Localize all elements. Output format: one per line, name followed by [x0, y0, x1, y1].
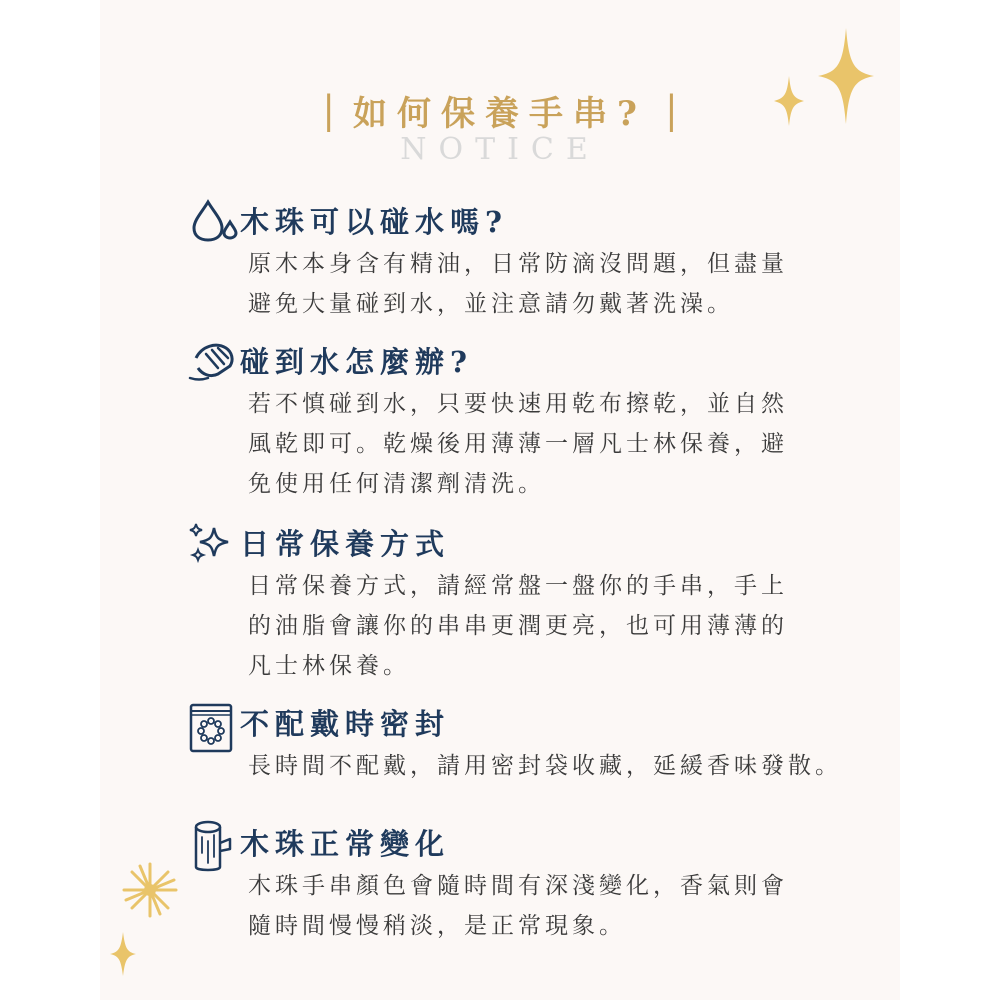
- page-subtitle: NOTICE: [400, 132, 600, 167]
- title-bar-right: |: [664, 88, 678, 132]
- page-title: 如何保養手串?: [353, 93, 647, 134]
- section-body: [248, 244, 888, 324]
- section-body: [248, 384, 888, 504]
- sparkle-star-bottom-icon: [110, 932, 136, 976]
- section-title: 碰到水怎麼辦?: [240, 344, 473, 379]
- sealed-bag-beads-icon: [188, 700, 240, 744]
- body-line: 免使用任何清潔劑清洗。: [248, 471, 545, 497]
- section-body: [248, 566, 888, 686]
- page-title-row: [100, 80, 900, 140]
- body-line: 原木本身含有精油，日常防滴沒問題，但盡量: [248, 251, 788, 277]
- wipe-cloth-hand-icon: [188, 338, 240, 382]
- body-line: 隨時間慢慢稍淡，是正常現象。: [248, 913, 626, 939]
- section-body: [248, 866, 888, 946]
- sparkle-icon: [188, 520, 240, 564]
- body-line: 避免大量碰到水，並注意請勿戴著洗澡。: [248, 291, 734, 317]
- starburst-icon: [120, 860, 180, 920]
- body-line: 凡士林保養。: [248, 653, 410, 679]
- title-bar-left: |: [322, 88, 336, 132]
- body-line: 長時間不配戴，請用密封袋收藏，延緩香味發散。: [248, 753, 842, 779]
- section-title: 日常保養方式: [240, 526, 451, 561]
- body-line: 日常保養方式，請經常盤一盤你的手串，手上: [248, 573, 788, 599]
- section-water: [188, 198, 888, 324]
- section-daily-care: [188, 520, 888, 686]
- section-storage: [188, 700, 888, 786]
- body-line: 若不慎碰到水，只要快速用乾布擦乾，並自然: [248, 391, 788, 417]
- section-title: 不配戴時密封: [240, 706, 451, 741]
- body-line: 木珠手串顏色會隨時間有深淺變化，香氣則會: [248, 873, 788, 899]
- section-title: 木珠正常變化: [240, 826, 451, 861]
- section-title: 木珠可以碰水嗎?: [240, 204, 508, 239]
- section-natural-change: [188, 820, 888, 946]
- section-body: [248, 746, 888, 786]
- body-line: 風乾即可。乾燥後用薄薄一層凡士林保養，避: [248, 431, 788, 457]
- water-drops-icon: [188, 198, 240, 242]
- body-line: 的油脂會讓你的串串更潤更亮，也可用薄薄的: [248, 613, 788, 639]
- wood-log-icon: [188, 820, 240, 864]
- notice-card: [100, 0, 900, 1000]
- section-wet: [188, 338, 888, 504]
